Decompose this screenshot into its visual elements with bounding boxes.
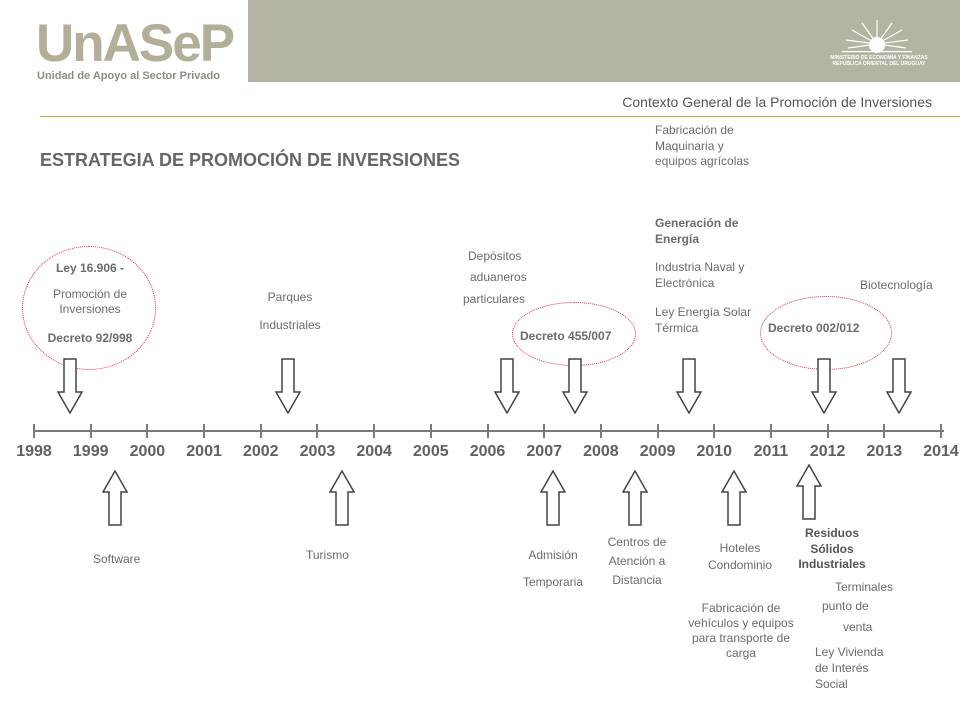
timeline-tick: [90, 424, 92, 438]
highlight-circle-2007: [512, 302, 636, 366]
year-label: 2014: [923, 443, 959, 460]
year-label: 2000: [129, 443, 166, 460]
label-fabricacion-vehiculos: Fabricación de vehículos y equipos para transporte de carga: [688, 601, 794, 660]
label-punto-de: punto de: [822, 599, 869, 613]
down-arrow-icon: [886, 358, 912, 414]
ministry-title: MINISTERIO DE ECONOMÍA Y FINANZAS: [830, 55, 928, 61]
year-label: 2002: [242, 443, 279, 460]
label-industriales: Industriales: [259, 318, 321, 332]
label-condominio: Condominio: [707, 558, 773, 572]
label-distancia: Distancia: [612, 573, 662, 587]
timeline-tick: [883, 424, 885, 438]
label-atencion-a: Atención a: [608, 554, 666, 568]
label-particulares: particulares: [463, 292, 526, 306]
unasep-logo: [36, 14, 234, 73]
logo-subtitle: Unidad de Apoyo al Sector Privado: [37, 70, 220, 82]
down-arrow-icon: [811, 358, 837, 414]
timeline-tick: [770, 424, 772, 438]
header-divider: [40, 116, 960, 117]
label-decreto-455-007: Decreto 455/007: [520, 329, 612, 343]
down-arrow-icon: [676, 358, 702, 414]
down-arrow-icon: [494, 358, 520, 414]
label-industria-naval: Industria Naval y Electrónica: [655, 260, 745, 291]
timeline-tick: [713, 424, 715, 438]
year-label: 2001: [186, 443, 222, 460]
label-hoteles: Hoteles: [719, 541, 761, 555]
label-fabricacion-maquinaria: Fabricación de Maquinaria y equipos agrícolas: [655, 123, 750, 169]
up-arrow-icon: [102, 470, 128, 526]
label-promocion-inversiones: Promoción de Inversiones: [52, 287, 128, 316]
label-depositos: Depósitos: [468, 249, 522, 263]
timeline-tick: [373, 424, 375, 438]
down-arrow-icon: [562, 358, 588, 414]
year-label: 2005: [413, 443, 449, 460]
year-label: 1998: [16, 443, 52, 460]
timeline-tick: [657, 424, 659, 438]
highlight-circle-1998: [22, 246, 156, 370]
timeline-tick: [543, 424, 545, 438]
label-generacion-energia: Generación de Energía: [655, 216, 739, 247]
down-arrow-icon: [275, 358, 301, 414]
label-decreto-92-998: Decreto 92/998: [47, 331, 133, 345]
year-label: 2009: [639, 443, 676, 460]
up-arrow-icon: [329, 470, 355, 526]
label-temporaria: Temporaria: [522, 575, 584, 589]
timeline-tick: [487, 424, 489, 438]
label-centros-de: Centros de: [607, 535, 667, 549]
year-label: 2012: [809, 443, 846, 460]
timeline-tick: [316, 424, 318, 438]
year-label: 2011: [753, 443, 789, 460]
year-label: 2007: [526, 443, 562, 460]
logo-text: UnASeP: [36, 14, 234, 73]
year-label: 2006: [469, 443, 506, 460]
section-title: Contexto General de la Promoción de Inversiones: [622, 94, 932, 110]
label-ley-16906: Ley 16.906 -: [55, 261, 125, 275]
timeline-tick: [203, 424, 205, 438]
year-label: 2008: [583, 443, 619, 460]
label-software: Software: [93, 552, 141, 566]
year-label: 2013: [866, 443, 903, 460]
label-decreto-002-012: Decreto 002/012: [768, 321, 860, 335]
label-admision: Admisión: [528, 548, 578, 562]
timeline-axis: [34, 430, 944, 432]
label-terminales: Terminales: [835, 580, 894, 594]
label-ley-vivienda: Ley Vivienda de Interés Social: [815, 645, 884, 692]
timeline-tick: [260, 424, 262, 438]
timeline-tick: [600, 424, 602, 438]
label-biotecnologia: Biotecnología: [860, 278, 933, 292]
down-arrow-icon: [57, 358, 83, 414]
up-arrow-icon: [540, 470, 566, 526]
label-parques: Parques: [267, 290, 313, 304]
ministry-name: [816, 55, 942, 67]
timeline-tick: [827, 424, 829, 438]
year-label: 1999: [72, 443, 109, 460]
year-label: 2003: [299, 443, 336, 460]
label-turismo: Turismo: [306, 548, 349, 562]
timeline-tick: [940, 424, 942, 438]
timeline-tick: [146, 424, 148, 438]
label-aduaneros: aduaneros: [470, 270, 527, 284]
label-residuos-solidos: Residuos Sólidos Industriales: [798, 526, 866, 572]
year-label: 2010: [696, 443, 733, 460]
up-arrow-icon: [796, 464, 822, 520]
page-title: ESTRATEGIA DE PROMOCIÓN DE INVERSIONES: [40, 150, 461, 170]
label-ley-energia-solar: Ley Energía Solar Térmica: [655, 305, 752, 336]
year-label: 2004: [356, 443, 392, 460]
up-arrow-icon: [721, 470, 747, 526]
ministry-subtitle: REPÚBLICA ORIENTAL DEL URUGUAY: [832, 61, 926, 67]
label-venta: venta: [843, 620, 873, 634]
up-arrow-icon: [622, 470, 648, 526]
timeline-tick: [430, 424, 432, 438]
timeline-tick: [33, 424, 35, 438]
